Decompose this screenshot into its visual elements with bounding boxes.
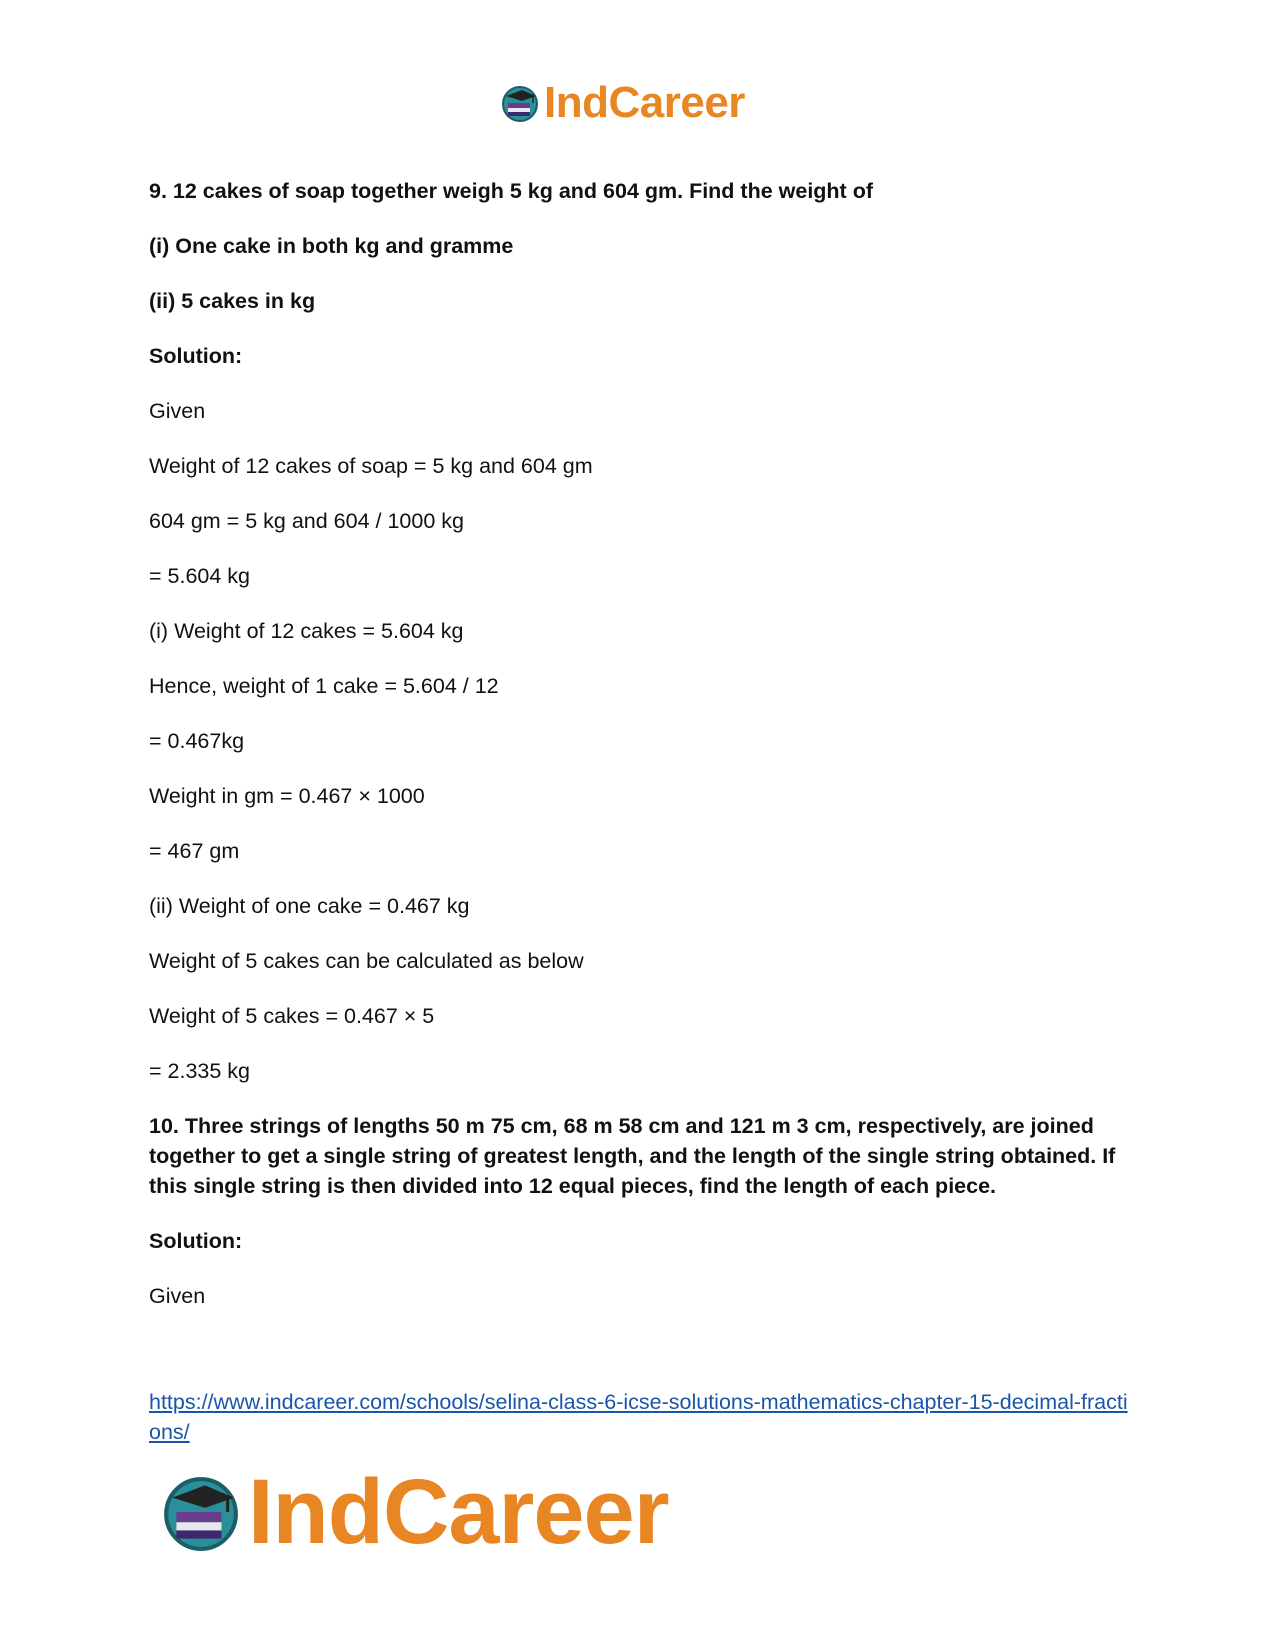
solution-line: Weight of 5 cakes = 0.467 × 5 <box>149 1004 435 1028</box>
graduation-cap-books-globe-icon <box>160 1471 242 1553</box>
solution-line: (ii) Weight of one cake = 0.467 kg <box>149 894 470 918</box>
source-link[interactable]: https://www.indcareer.com/schools/selina-class-6-icse-solutions-mathematics-chapter-15-decimal-fractions/ <box>149 1390 1128 1444</box>
question-text: (ii) 5 cakes in kg <box>149 289 316 313</box>
solution-line: Weight of 5 cakes can be calculated as below <box>149 949 584 973</box>
header-logo <box>500 78 745 128</box>
solution-line: (i) Weight of 12 cakes = 5.604 kg <box>149 619 464 643</box>
question-text: 9. 12 cakes of soap together weigh 5 kg and 604 gm. Find the weight of <box>149 179 873 203</box>
footer-logo <box>160 1462 669 1562</box>
logo-wordmark: IndCareer <box>248 1461 669 1563</box>
solution-line: Hence, weight of 1 cake = 5.604 / 12 <box>149 674 499 698</box>
question-text: Solution: <box>149 1229 243 1253</box>
solution-line: = 467 gm <box>149 839 240 863</box>
solution-line: 604 gm = 5 kg and 604 / 1000 kg <box>149 509 464 533</box>
solution-line: = 0.467kg <box>149 729 245 753</box>
question-text: 10. Three strings of lengths 50 m 75 cm, 68 m 58 cm and 121 m 3 cm, respectively, are joined together to get a single string of greatest length, and the length of the single string obtained. If this single string is then divided into 12 equal pieces, find the length of each piece. <box>149 1114 1116 1198</box>
solution-line: Weight of 12 cakes of soap = 5 kg and 604 gm <box>149 454 593 478</box>
solution-content <box>149 176 1129 1336</box>
solution-line: Given <box>149 1284 206 1308</box>
solution-line: = 5.604 kg <box>149 564 251 588</box>
solution-line: = 2.335 kg <box>149 1059 251 1083</box>
question-text: Solution: <box>149 344 243 368</box>
logo-wordmark: IndCareer <box>544 78 745 127</box>
graduation-cap-books-globe-icon <box>500 83 540 123</box>
solution-line: Weight in gm = 0.467 × 1000 <box>149 784 425 808</box>
question-text: (i) One cake in both kg and gramme <box>149 234 514 258</box>
solution-line: Given <box>149 399 206 423</box>
